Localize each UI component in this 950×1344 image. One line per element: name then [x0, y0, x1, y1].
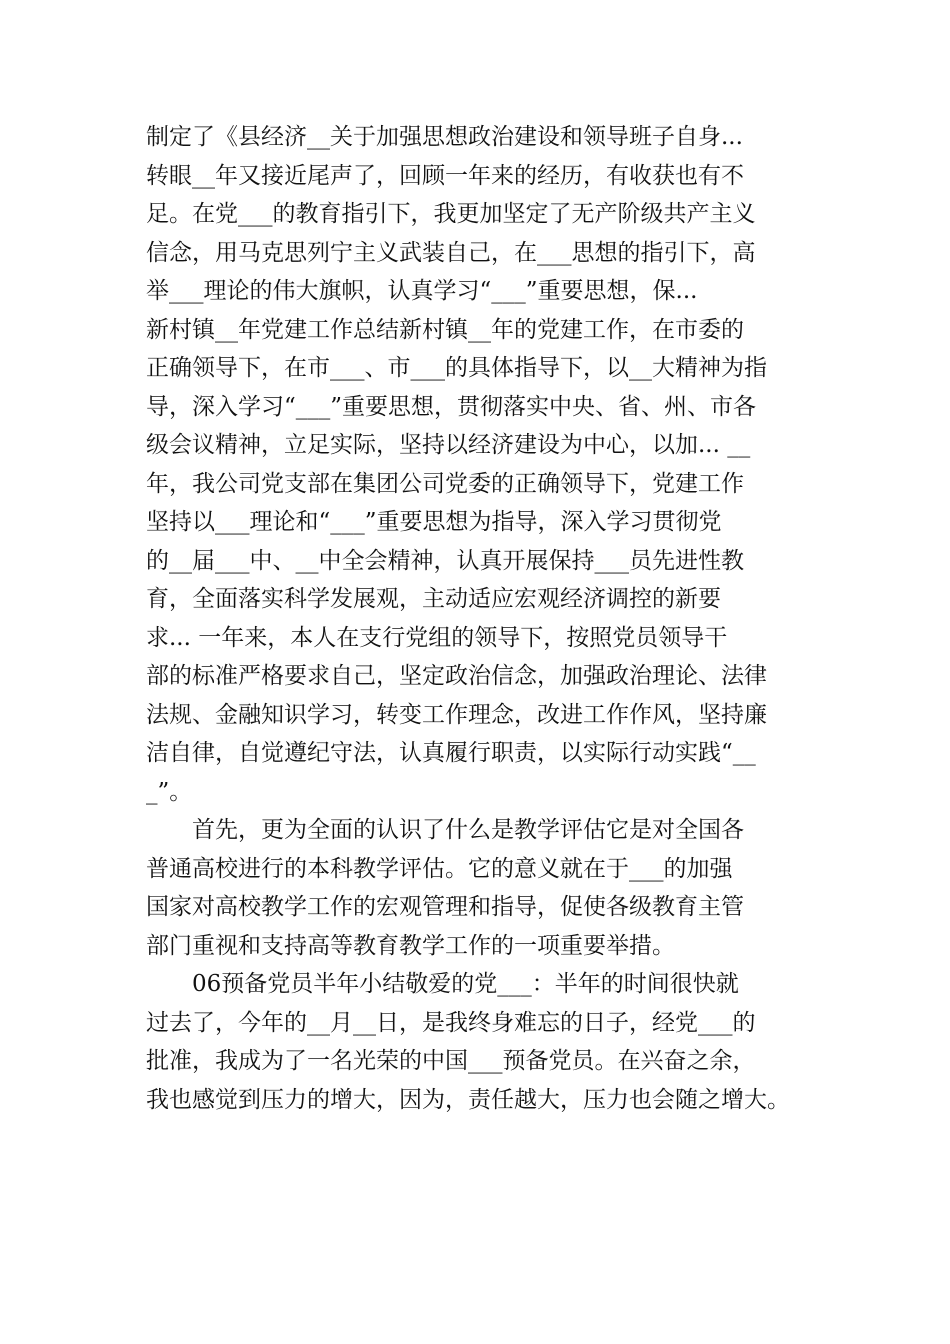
text-line: 首先，更为全面的认识了什么是教学评估它是对全国各: [146, 817, 744, 843]
text-line: 新村镇__年党建工作总结新村镇__年的党建工作，在市委的: [146, 316, 744, 343]
text-line: 级会议精神，立足实际，坚持以经济建设为中心，以加... __: [146, 432, 751, 458]
text-line: 部门重视和支持高等教育教学工作的一项重要举措。: [146, 932, 675, 959]
text-line: 法规、金融知识学习，转变工作理念，改进工作作风，坚持廉: [146, 701, 767, 728]
text-line: 信念，用马克思列宁主义武装自己，在___思想的指引下，高: [146, 239, 756, 266]
text-line: 部的标准严格要求自己，坚定政治信念，加强政治理论、法律: [146, 663, 767, 689]
text-line: 批准，我成为了一名光荣的中国___预备党员。在兴奋之余，: [146, 1048, 756, 1074]
document-body: [146, 118, 818, 1119]
text-line: 年，我公司党支部在集团公司党委的正确领导下，党建工作: [146, 470, 744, 497]
text-line: 转眼__年又接近尾声了，回顾一年来的经历，有收获也有不: [146, 162, 744, 189]
text-line: 的__届___中、__中全会精神，认真开展保持___员先进性教: [146, 547, 744, 574]
text-line: 足。在党___的教育指引下，我更加坚定了无产阶级共产主义: [146, 201, 756, 227]
text-line: 普通高校进行的本科教学评估。它的意义就在于___的加强: [146, 855, 733, 882]
text-line: 举___理论的伟大旗帜，认真学习“___”重要思想，保...: [146, 278, 698, 304]
text-line: 正确领导下，在市___、市___的具体指导下，以__大精神为指: [146, 355, 767, 381]
text-line: 我也感觉到压力的增大，因为，责任越大，压力也会随之增大。: [146, 1086, 790, 1113]
text-line: 制定了《县经济__关于加强思想政治建设和领导班子自身...: [146, 124, 743, 150]
text-line: 求... 一年来，本人在支行党组的领导下，按照党员领导干: [146, 624, 728, 651]
text-line: 洁自律，自觉遵纪守法，认真履行职责，以实际行动实践“__: [146, 740, 756, 766]
text-line: 导，深入学习“___”重要思想，贯彻落实中央、省、州、市各: [146, 393, 757, 420]
text-line: _”。: [146, 778, 193, 805]
text-line: 06预备党员半年小结敬爱的党___：半年的时间很快就: [146, 971, 739, 997]
text-line: 国家对高校教学工作的宏观管理和指导，促使各级教育主管: [146, 894, 744, 920]
text-line: 育，全面落实科学发展观，主动适应宏观经济调控的新要: [146, 586, 721, 612]
text-line: 过去了，今年的__月__日，是我终身难忘的日子，经党___的: [146, 1009, 756, 1036]
text-line: 坚持以___理论和“___”重要思想为指导，深入学习贯彻党: [146, 509, 722, 535]
